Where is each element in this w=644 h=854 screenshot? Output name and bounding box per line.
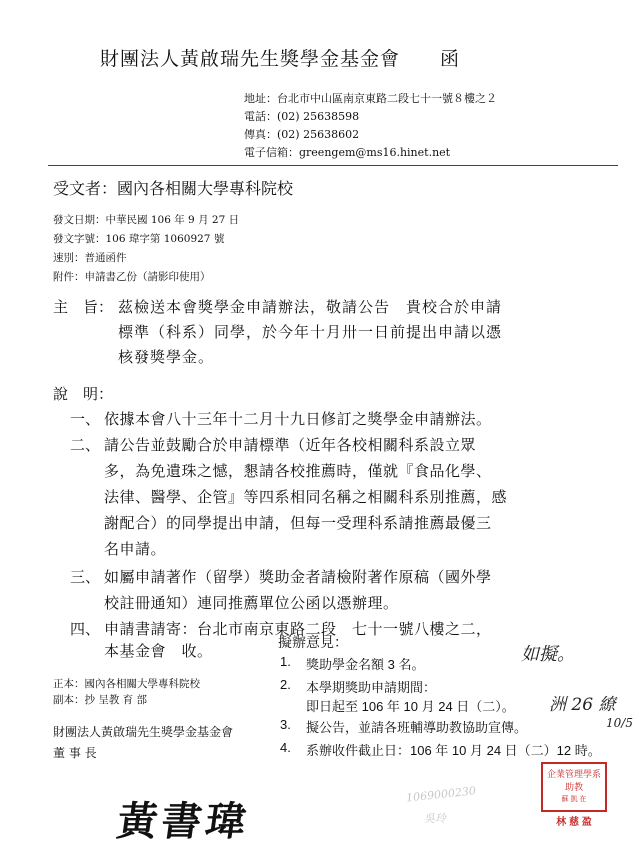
reference-number: 發文字號：106 瑋字第 1060927 號 (53, 233, 225, 245)
item-number: 四、 (70, 620, 101, 638)
item-line: 法律、醫學、企管』等四系相同名稱之相關科系別推薦，感 (104, 488, 508, 506)
note-text: 獎助學金名額 3 名。 (306, 657, 425, 672)
faint-serial: 1069000230 (405, 784, 477, 805)
stamp-dept: 企業管理學系助教 (546, 769, 601, 792)
cc-main: 正本：國內各相關大學專科院校 (53, 678, 200, 690)
handwritten-initials: 洲 26 繚 (549, 695, 616, 715)
recipient: 受文者：國內各相關大學專科院校 (53, 179, 294, 198)
explanation-label: 說 明： (53, 385, 114, 403)
note-text: 即日起至 106 年 10 月 24 日（二）。 (306, 699, 515, 714)
subject-line: 核發獎學金。 (118, 348, 215, 366)
phone: 電話：(02) 25638598 (244, 110, 360, 123)
attachment: 附件：申請書乙份（請影印使用） (53, 271, 211, 283)
signer-role: 董 事 長 (53, 746, 97, 760)
note-number: 2. (280, 677, 291, 692)
handwritten-approval: 如擬。 (521, 644, 575, 665)
item-line: 依據本會八十三年十二月十九日修訂之獎學金申請辦法。 (104, 410, 492, 428)
speed: 速別：普通函件 (53, 252, 127, 264)
issue-date: 發文日期：中華民國 106 年 9 月 27 日 (53, 214, 240, 226)
item-line: 謝配合）的同學提出申請，但每一受理科系請推薦最優三 (104, 514, 492, 532)
header-divider (48, 165, 618, 166)
document-title: 財團法人黃啟瑞先生獎學金基金會 函 (100, 48, 461, 70)
notes-title: 擬辦意見： (278, 634, 348, 650)
subject-line: 標準（科系）同學，於今年十月卅一日前提出申請以憑 (118, 323, 503, 341)
note-number: 4. (280, 740, 291, 755)
faint-sign: 吳玲 (424, 812, 446, 825)
item-line: 校註冊通知）連同推薦單位公函以憑辦理。 (104, 594, 399, 612)
fax: 傳真：(02) 25638602 (244, 128, 360, 141)
cc-copy: 副本：抄 呈教 育 部 (53, 694, 148, 706)
note-text: 本學期獎助申請期間： (306, 680, 437, 695)
subject-line: 茲檢送本會獎學金申請辦法，敬請公告 貴校合於申請 (118, 298, 503, 316)
stamp-sub: 蘇 凱 在 (561, 796, 587, 803)
note-number: 1. (280, 654, 291, 669)
item-line: 請公告並鼓勵合於申請標準（近年各校相關科系設立眾 (104, 436, 477, 454)
note-number: 3. (280, 717, 291, 732)
department-stamp (541, 762, 607, 828)
note-text: 系辦收件截止日：106 年 10 月 24 日（二）12 時。 (306, 743, 601, 758)
item-line: 多，為免遺珠之憾，懇請各校推薦時，僅就『食品化學、 (104, 462, 492, 480)
address: 地址：台北市中山區南京東路二段七十一號８樓之２ (244, 92, 497, 105)
handwritten-date: 10/5 (606, 716, 633, 730)
note-text: 擬公告，並請各班輔導助教協助宣傳。 (306, 720, 528, 735)
chairman-signature: 黃書瑋 (114, 798, 253, 845)
subject-label: 主 旨： (53, 298, 114, 316)
item-number: 一、 (70, 410, 101, 428)
stamp-name: 林 慈 盈 (556, 817, 592, 828)
item-number: 三、 (70, 568, 101, 586)
item-line: 名申請。 (104, 540, 167, 558)
item-line: 如屬申請著作（留學）獎助金者請檢附著作原稿（國外學 (104, 568, 492, 586)
signer-org: 財團法人黃啟瑞先生獎學金基金會 (53, 725, 234, 739)
item-line: 本基金會 收。 (104, 642, 213, 660)
item-line: 申請書請寄：台北市南京東路二段 七十一號八樓之二， (104, 620, 492, 638)
item-number: 二、 (70, 436, 101, 454)
email: 電子信箱：greengem@ms16.hinet.net (244, 146, 451, 159)
